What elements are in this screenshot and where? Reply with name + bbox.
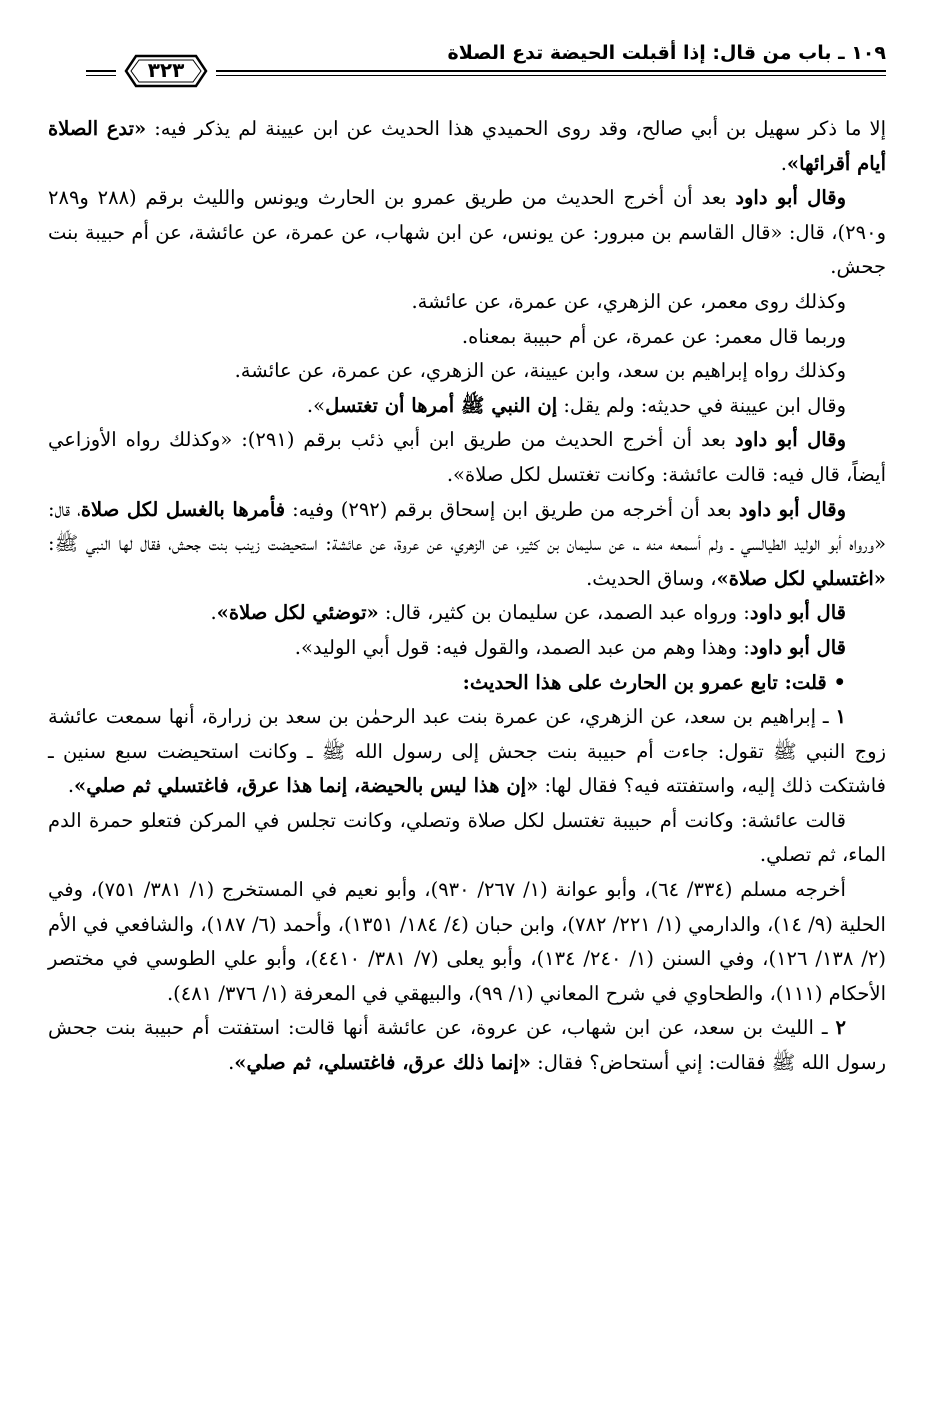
body-text: : وهذا وهم من عبد الصمد، والقول فيه: قول أبي الوليد».: [294, 635, 750, 659]
paragraph-p1: [48, 112, 886, 181]
bold-text: وقال أبو داود: [734, 428, 846, 452]
body-text: ، وساق الحديث.: [586, 566, 717, 590]
body-text: ».: [306, 393, 326, 417]
bold-text: وقال أبو داود: [735, 186, 847, 210]
body-text: ، قال: «ورواه أبو الوليد الطيالسي ـ ولم أسمعه منه ـ، عن سليمان بن كثير، عن الزهري، عن عروة، عن عائشة: استحيضت زينب بنت جحش، فقال لها النبي ﷺ:: [48, 497, 886, 556]
bold-text: إن النبي ﷺ أمرها أن تغتسل: [325, 393, 558, 417]
header-rule-right: [216, 70, 886, 76]
bold-text: قال أبو داود: [749, 635, 846, 659]
bold-text: «اغتسلي لكل صلاة»: [716, 566, 886, 590]
page-body: [48, 112, 886, 1081]
paragraph-p6: [48, 389, 886, 424]
paragraph-p3: [48, 285, 886, 320]
body-text: وكذلك رواه إبراهيم بن سعد، وابن عيينة، عن الزهري، عن عمرة، عن عائشة.: [234, 359, 846, 383]
paragraph-p10: [48, 631, 886, 666]
bold-text: «توضئي لكل صلاة»: [216, 601, 379, 625]
body-text: .: [780, 151, 787, 175]
paragraph-p2: [48, 181, 886, 285]
running-title: ١٠٩ ـ باب من قال: إذا أقبلت الحيضة تدع الصلاة: [447, 42, 886, 64]
page-number-frame: [124, 52, 208, 90]
paragraph-p12: [48, 700, 886, 804]
body-text: ـ الليث بن سعد، عن ابن شهاب، عن عروة، عن عائشة أنها قالت: استفتت أم حبيبة بنت جحش رسول الله ﷺ فقالت: إني أستحاض؟ فقال:: [48, 1016, 886, 1075]
body-text: .: [67, 774, 75, 798]
body-text: أخرجه مسلم (٣٣٤/ ٦٤)، وأبو عوانة (١/ ٢٦٧/ ٩٣٠)، وأبو نعيم في المستخرج (١/ ٣٨١/ ٧٥١)، وفي الحلية (٩/ ١٤)، والدارمي (١/ ٢٢١/ ٧٨٢)، وابن حبان (٤/ ١٨٤/ ١٣٥١)، وأحمد (٦/ ١٨٧)، والشافعي في الأم (٢/ ١٣٨/ ١٢٦)، وفي السنن (١/ ٢٤٠/ ١٣٤)، وأبو يعلى (٧/ ٣٨١/ ٤٤١٠)، وأبو علي الطوسي في مختصر الأحكام (١١١)، والطحاوي في شرح المعاني (١/ ٩٩)، والبيهقي في المعرفة (١/ ٣٧٦/ ٤٨١).: [48, 878, 886, 1005]
body-text: إلا ما ذكر سهيل بن أبي صالح، وقد روى الحميدي هذا الحديث عن ابن عيينة لم يذكر فيه:: [146, 117, 886, 140]
paragraph-p14: [48, 873, 886, 1011]
bold-text: «إنما ذلك عرق، فاغتسلي، ثم صلي»: [234, 1051, 531, 1075]
body-text: وربما قال معمر: عن عمرة، عن أم حبيبة بمعناه.: [461, 324, 846, 348]
paragraph-p8: [48, 493, 886, 597]
body-text: وقال ابن عيينة في حديثه: ولم يقل:: [557, 393, 846, 417]
paragraph-p15: [48, 1011, 886, 1080]
bold-text: «إن هذا ليس بالحيضة، إنما هذا عرق، فاغتسلي ثم صلي»: [74, 774, 539, 798]
bold-text: قال أبو داود: [749, 601, 846, 625]
paragraph-p4: [48, 320, 886, 355]
body-text: .: [228, 1051, 235, 1075]
bold-text: ٢: [835, 1016, 846, 1040]
page-number: ٣٢٣: [147, 58, 185, 82]
paragraph-p11: [48, 666, 886, 701]
paragraph-p5: [48, 354, 886, 389]
body-text: ـ إبراهيم بن سعد، عن الزهري، عن عمرة بنت عبد الرحمٰن بن سعد بن زرارة، أنها سمعت عائشة زوج النبي ﷺ تقول: جاءت أم حبيبة بنت جحش إلى رسول الله ﷺ ـ وكانت استحيضت سبع سنين ـ فاشتكت ذلك إليه، واستفتته فيه؟ فقال لها:: [48, 705, 886, 798]
header-rule-left: [86, 70, 116, 76]
paragraph-p13: [48, 804, 886, 873]
bold-text: • قلت: تابع عمرو بن الحارث على هذا الحديث:: [462, 670, 846, 694]
body-text: .: [210, 601, 217, 625]
body-text: وكذلك روى معمر، عن الزهري، عن عمرة، عن عائشة.: [411, 289, 846, 313]
bold-text: «تدع الصلاة أيام أقرائها»: [48, 117, 886, 175]
page-header: [86, 38, 886, 94]
body-text: قالت عائشة: وكانت أم حبيبة تغتسل لكل صلاة وتصلي، وكانت تجلس في المركن فتعلو حمرة الدم الماء، ثم تصلي.: [48, 808, 886, 867]
bold-text: وقال أبو داود: [738, 497, 847, 521]
body-text: بعد أن أخرج الحديث من طريق عمرو بن الحارث ويونس والليث برقم (٢٨٨ و٢٨٩ و٢٩٠)، قال: «قال القاسم بن مبرور: عن يونس، عن ابن شهاب، عن عمرة، عن عائشة، عن أم حبيبة بنت جحش.: [48, 186, 886, 279]
body-text: بعد أن أخرجه من طريق ابن إسحاق برقم (٢٩٢) وفيه:: [285, 497, 739, 521]
bold-text: فأمرها بالغسل لكل صلاة: [80, 497, 286, 521]
bold-text: ١: [835, 705, 846, 729]
body-text: : ورواه عبد الصمد، عن سليمان بن كثير، قال:: [378, 601, 750, 625]
paragraph-p7: [48, 423, 886, 492]
body-text: بعد أن أخرج الحديث من طريق ابن أبي ذئب برقم (٢٩١): «وكذلك رواه الأوزاعي أيضاً، قال فيه: قالت عائشة: وكانت تغتسل لكل صلاة».: [48, 428, 886, 486]
paragraph-p9: [48, 596, 886, 631]
